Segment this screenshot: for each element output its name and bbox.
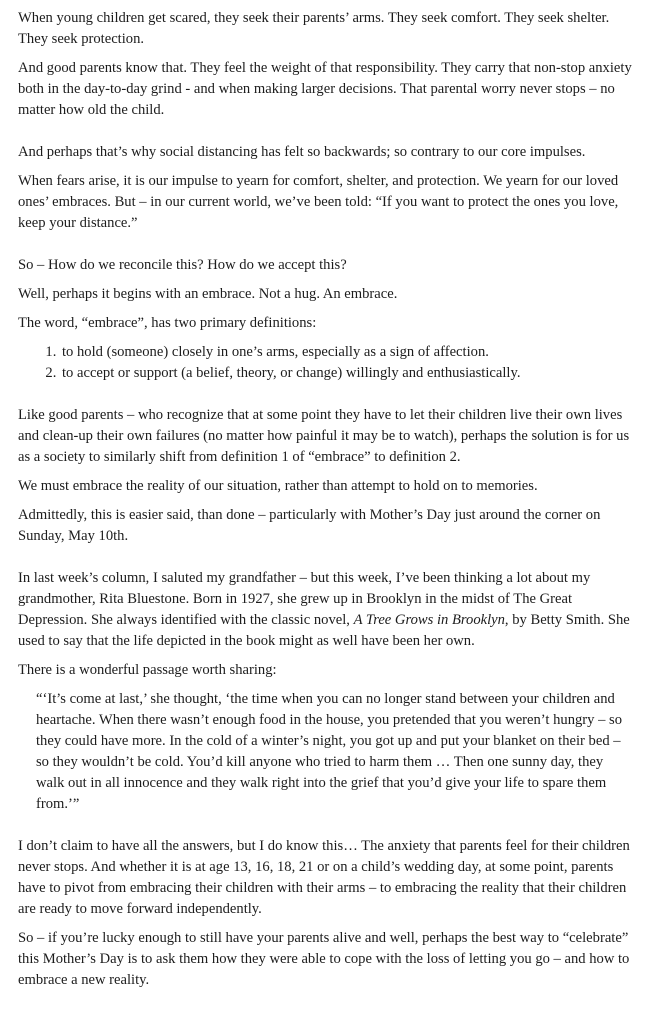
section-gap xyxy=(18,555,634,568)
paragraph-text: , by Betty Smith. She used to say that the life depicted in the book might as well have been her own. xyxy=(18,612,630,649)
paragraph: We must embrace the reality of our situation, rather than attempt to hold on to memories. xyxy=(18,478,538,494)
paragraph: And perhaps that’s why social distancing has felt so backwards; so contrary to our core impulses. xyxy=(18,144,586,160)
paragraph: Like good parents – who recognize that at some point they have to let their children live their own lives and clean-up their own failures (no matter how painful it may be to watch), perhaps the solution is for us as a society to similarly shift from definition 1 of “embrace” to definition 2. xyxy=(18,407,630,465)
block-quote: “‘It’s come at last,’ she thought, ‘the time when you can no longer stand between your children and heartache. When there wasn’t enough food in the house, you pretended that you weren’t hungry – so they could have more. In the cold of a winter’s night, you got up and put your blanket on their bed – so they wouldn’t be cold. You’d kill anyone who tried to harm them … Then one sunny day, they walk out in all innocence and they walk right into the grief that you’d give your life to spare them from.’” xyxy=(36,691,623,812)
section-gap xyxy=(18,392,634,405)
section-gap xyxy=(18,823,634,836)
document-body xyxy=(18,8,634,999)
paragraph: So – if you’re lucky enough to still have your parents alive and well, perhaps the best way to “celebrate” this Mother’s Day is to ask them how they were able to cope with the loss of letting you go – and how to embrace a new reality. xyxy=(18,930,630,988)
section-gap xyxy=(18,129,634,142)
paragraph: Well, perhaps it begins with an embrace. Not a hug. An embrace. xyxy=(18,286,398,302)
book-title: A Tree Grows in Brooklyn xyxy=(353,612,505,628)
paragraph: And good parents know that. They feel the weight of that responsibility. They carry that non-stop anxiety both in the day-to-day grind - and when making larger decisions. That parental worry never stops – no matter how old the child. xyxy=(18,60,632,118)
paragraph: The word, “embrace”, has two primary definitions: xyxy=(18,315,317,331)
paragraph: When young children get scared, they seek their parents’ arms. They seek comfort. They seek shelter. They seek protection. xyxy=(18,10,610,47)
paragraph-text: In last week’s column, I saluted my grandfather – but this week, I’ve been thinking a lot about my grandmother, Rita Bluestone. Born in 1927, she grew up in Brooklyn in the midst of The Great Depression. She always identified with the classic novel, xyxy=(18,570,591,628)
paragraph xyxy=(18,568,634,652)
paragraph: So – How do we reconcile this? How do we accept this? xyxy=(18,257,347,273)
paragraph: Admittedly, this is easier said, than done – particularly with Mother’s Day just around the corner on Sunday, May 10th. xyxy=(18,507,601,544)
definition-item: 1. to hold (someone) closely in one’s arms, especially as a sign of affection. xyxy=(60,342,634,363)
definition-item: 2. to accept or support (a belief, theory, or change) willingly and enthusiastically. xyxy=(60,363,634,384)
paragraph: I don’t claim to have all the answers, but I do know this… The anxiety that parents feel for their children never stops. And whether it is at age 13, 16, 18, 21 or on a child’s wedding day, at some point, parents have to pivot from embracing their children with their arms – to embracing the reality that their children are ready to move forward independently. xyxy=(18,838,630,917)
definition-list xyxy=(18,342,634,384)
paragraph: When fears arise, it is our impulse to yearn for comfort, shelter, and protection. We yearn for our loved ones’ embraces. But – in our current world, we’ve been told: “If you want to protect the ones you love, keep your distance.” xyxy=(18,173,619,231)
section-gap xyxy=(18,242,634,255)
paragraph: There is a wonderful passage worth sharing: xyxy=(18,662,277,678)
